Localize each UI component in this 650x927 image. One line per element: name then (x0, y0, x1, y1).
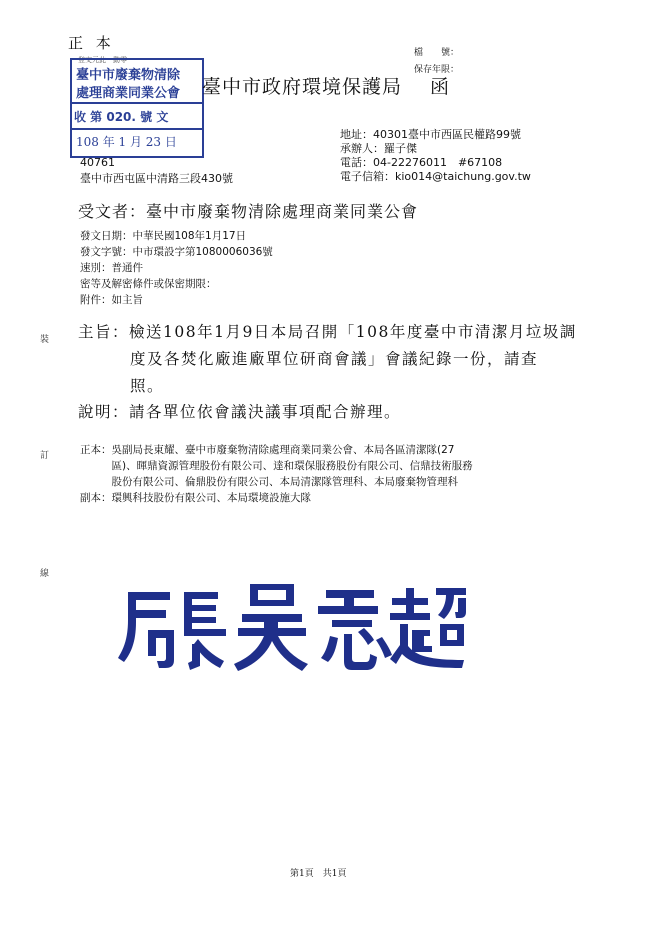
stamp-divider (72, 128, 202, 130)
attachment: 附件：如主旨 (80, 294, 143, 306)
secrecy-level: 密等及解密條件或保密期限： (80, 278, 217, 290)
addressee: 受文者：臺中市廢棄物清除處理商業同業公會 (78, 202, 419, 221)
subject-line: 度及各焚化廠進廠單位研商會議」會議紀錄一份，請查 (130, 350, 539, 368)
stamp-org-line1: 臺中市廢棄物清除 (76, 68, 181, 83)
stamp-receipt-number: 收 第 020. 號 文 (74, 110, 169, 124)
page-number: 第1頁 共1頁 (290, 869, 347, 879)
archive-tag: 登文元此一動零 (78, 56, 127, 64)
issue-date: 發文日期：中華民國108年1月17日 (80, 230, 247, 242)
sender-address: 地址：40301臺中市西區民權路99號 (340, 128, 521, 141)
subject-line: 主旨：檢送108年1月9日本局召開「108年度臺中市清潔月垃圾調 (78, 323, 577, 341)
original-recipients: 正本：吳副局長東耀、臺中市廢棄物清除處理商業同業公會、本局各區清潔隊(27 (80, 444, 455, 456)
binding-mark: 裝 (40, 335, 50, 345)
retention-label: 保存年限： (414, 65, 460, 75)
sender-phone: 電話：04-22276011 #67108 (340, 156, 503, 169)
issue-number: 發文字號：中市環設字第1080006036號 (80, 246, 273, 258)
copy-type-label: 正 本 (68, 34, 115, 52)
recipient-postal-code: 40761 (80, 156, 115, 169)
binding-mark: 線 (40, 569, 50, 579)
issuing-org: 臺中市政府環境保護局 (202, 76, 403, 98)
copy-recipients: 副本：環興科技股份有限公司、本局環境設施大隊 (80, 492, 311, 504)
director-signature-seal (118, 578, 478, 678)
original-recipients: 區)、暉鼎資源管理股份有限公司、達和環保服務股份有限公司、信鼎技術服務 (80, 460, 473, 472)
original-recipients: 股份有限公司、倫鼎股份有限公司、本局清潔隊管理科、本局廢棄物管理科 (80, 476, 458, 488)
subject-line: 照。 (130, 377, 165, 395)
recipient-street: 臺中市西屯區中清路三段430號 (80, 172, 233, 185)
delivery-speed: 速別：普通件 (80, 262, 143, 274)
explanation: 說明：請各單位依會議決議事項配合辦理。 (78, 403, 402, 421)
receipt-stamp (70, 58, 204, 158)
stamp-org-line2: 處理商業同業公會 (76, 86, 181, 101)
doc-type: 函 (430, 76, 450, 98)
sender-email: 電子信箱：kio014@taichung.gov.tw (340, 170, 531, 183)
stamp-date: 108 年 1 月 23 日 (76, 135, 177, 149)
file-number-label: 檔 號： (414, 48, 460, 58)
sender-contact: 承辦人：羅子傑 (340, 142, 417, 155)
stamp-divider (72, 102, 202, 104)
binding-mark: 訂 (40, 451, 50, 461)
